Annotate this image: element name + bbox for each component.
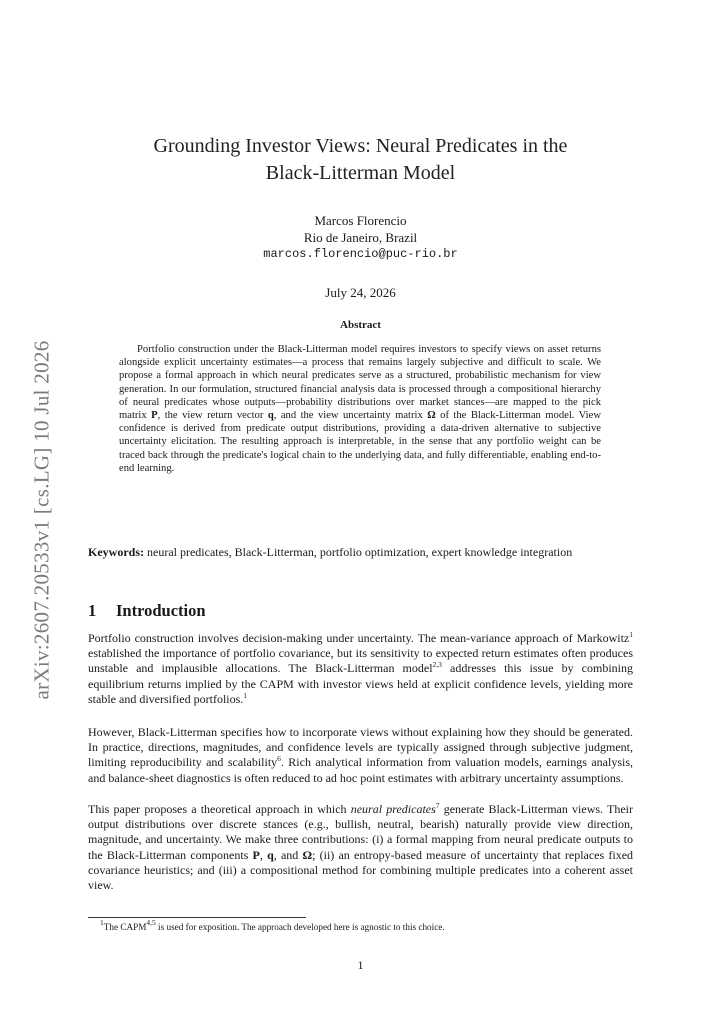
symbol-pick-matrix: P: [252, 847, 260, 862]
paragraph-text: generate Black-Litterman views. Their output distributions over discrete stances (e.g., bullish, neutral, bearish) naturally provide view direction, magnitude, and uncertainty. We make three contributions: (i) a formal mapping from neural predicate outputs to the Black-Litterman components: [88, 802, 633, 862]
author-block: [88, 212, 633, 263]
symbol-view-vector: q: [267, 847, 274, 862]
paragraph-text: ,: [259, 847, 268, 862]
section-number: 1: [88, 601, 97, 620]
emphasis-neural-predicates: neural predicates: [350, 802, 436, 816]
page-number: 1: [357, 958, 364, 972]
author-affiliation: Rio de Janeiro, Brazil: [303, 230, 418, 245]
paper-title-line-1: Grounding Investor Views: Neural Predicates in the: [153, 135, 568, 157]
intro-paragraph-1: [88, 631, 633, 707]
symbol-uncertainty-matrix: Ω: [427, 410, 436, 422]
paragraph-text: . Rich analytical information from valuation models, earnings analysis, and balance-sheet diagnostics is often reduced to ad hoc point estimates with arbitrary uncertainty assumptions.: [88, 755, 633, 785]
footnote-1: [100, 918, 633, 933]
citation-link[interactable]: 7: [435, 801, 440, 810]
paragraph-text: ; (ii) an entropy-based measure of uncertainty that replaces fixed covariance heuristics; and (iii) a compositional method for combining multiple predicates into a coherent asset view.: [88, 847, 634, 893]
paragraph-text: addresses this issue by combining equilibrium returns implied by the CAPM with investor views held at explicit confidence levels, yielding more stable and diversified portfolios.: [88, 661, 633, 706]
symbol-uncertainty-matrix: Ω: [302, 847, 313, 862]
abstract-text-c: , and the view uncertainty matrix: [273, 410, 428, 422]
footnote-mark: 1: [100, 918, 104, 927]
citation-link[interactable]: 1: [629, 630, 633, 639]
keywords-label: Keywords:: [88, 545, 144, 559]
paper-date: July 24, 2026: [325, 285, 396, 300]
keywords-list: neural predicates, Black-Litterman, portfolio optimization, expert knowledge integration: [144, 545, 573, 559]
intro-paragraph-3: [88, 802, 633, 893]
abstract-text-b: , the view return vector: [157, 410, 268, 422]
author-email: marcos.florencio@puc-rio.br: [263, 247, 458, 261]
paragraph-text: This paper proposes a theoretical approach in which: [88, 802, 351, 816]
symbol-pick-matrix: P: [151, 410, 158, 422]
abstract-heading: Abstract: [340, 319, 381, 331]
intro-paragraph-2: [88, 725, 633, 786]
abstract-body: [119, 343, 601, 475]
abstract-text-a: Portfolio construction under the Black-Litterman model requires investors to specify views on asset returns alongside explicit uncertainty estimates—a process that remains largely subjective and difficult to scale. We propose a formal approach in which neural predicates serve as a structured, probabilistic mechanism for view generation. In our formulation, structured financial analysis data is processed through a compositional hierarchy of neural predicates whose outputs—probability distributions over market stances—are mapped to the pick matrix: [119, 344, 601, 422]
paragraph-text: Portfolio construction involves decision-making under uncertainty. The mean-variance approach of Markowitz: [88, 631, 630, 645]
keywords: [88, 545, 633, 561]
footnote-link[interactable]: 1: [243, 690, 248, 700]
arxiv-identifier-stamp: arXiv:2607.20533v1 [cs.LG] 10 Jul 2026: [29, 340, 54, 700]
section-title: Introduction: [116, 601, 206, 620]
paragraph-text: established the importance of portfolio covariance, but its sensitivity to expected return estimates often produces unstable and implausible allocations. The Black-Litterman model: [88, 646, 633, 676]
paper-title-line-2: Black-Litterman Model: [265, 162, 456, 184]
abstract-text-d: of the Black-Litterman model. View confidence is derived from predicate output distributions, providing a data-driven alternative to subjective uncertainty elicitation. The resulting approach is interpretable, in the sense that any portfolio weight can be traced back through the predicate's logical chain to the underlying data, and fully differentiable, enabling end-to-end learning.: [119, 410, 601, 474]
paragraph-text: However, Black-Litterman specifies how to incorporate views without explaining how they should be generated. In practice, directions, magnitudes, and confidence levels are typically assigned through subjective judgment, limiting reproducibility and scalability: [88, 725, 633, 770]
paragraph-text: , and: [273, 847, 303, 862]
citation-link[interactable]: 2,3: [432, 660, 442, 670]
symbol-view-vector: q: [267, 410, 274, 422]
author-name: Marcos Florencio: [314, 213, 407, 228]
paper-title: [88, 133, 633, 187]
citation-link[interactable]: 6: [277, 754, 281, 764]
citation-link[interactable]: 4,5: [146, 918, 156, 927]
section-heading-introduction: [88, 601, 206, 621]
footnote-text-b: is used for exposition. The approach developed here is agnostic to this choice.: [155, 922, 445, 932]
footnote-divider: [88, 917, 306, 918]
footnote-text-a: The CAPM: [103, 922, 147, 932]
